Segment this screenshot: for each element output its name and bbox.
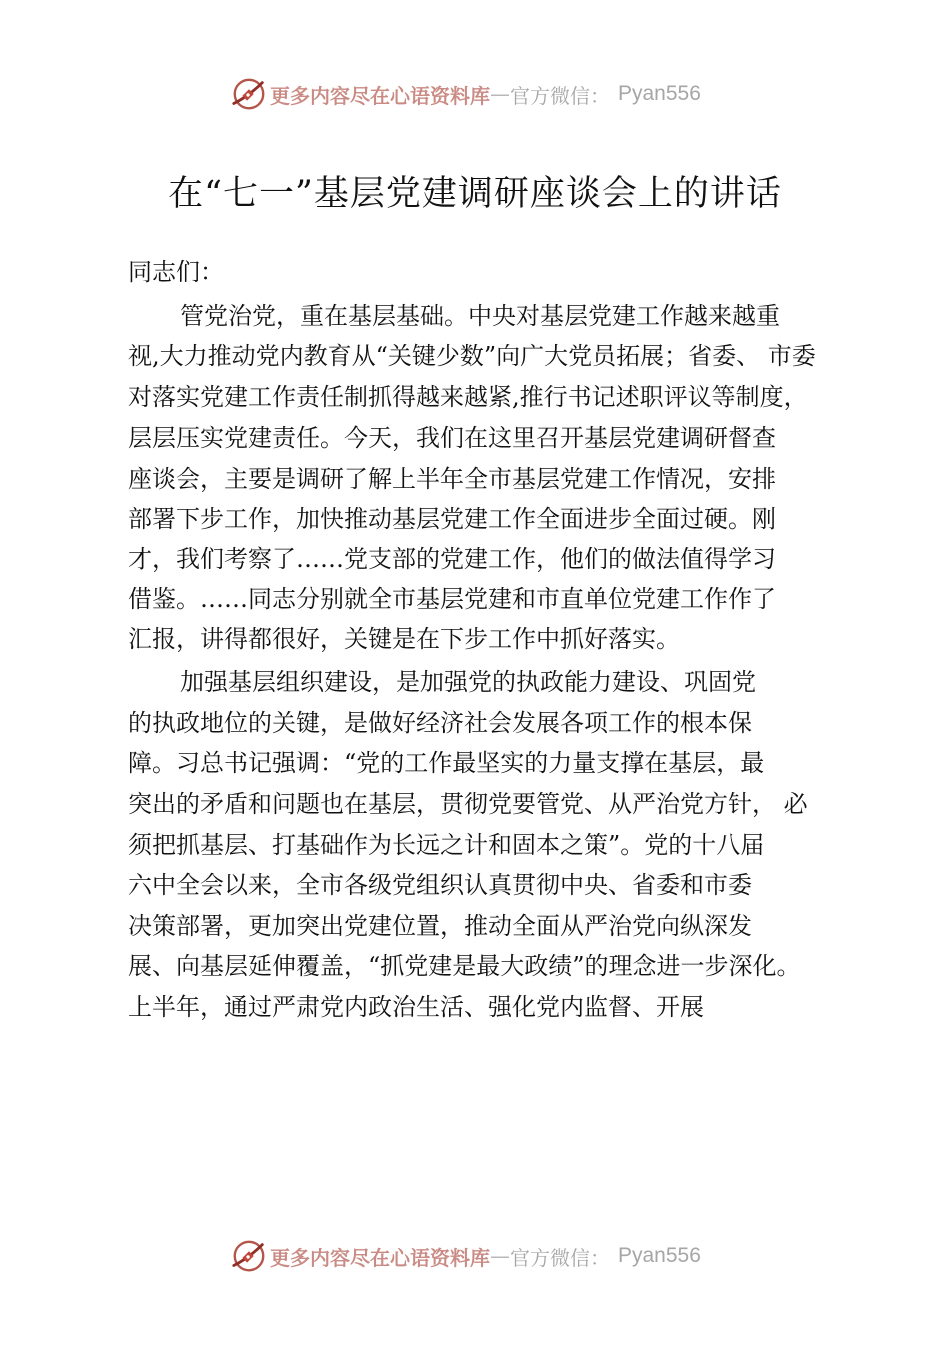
banner-dash: —: [490, 1244, 510, 1268]
pen-nib-logo-icon: [230, 1237, 268, 1275]
text-line: 须把抓基层、打基础作为长远之计和固本之策”。党的十八届: [128, 831, 765, 859]
text-line: 的执政地位的关键，是做好经济社会发展各项工作的根本保: [128, 709, 752, 737]
text-line: 层层压实党建责任。今天，我们在这里召开基层党建调研督查: [128, 424, 776, 452]
wechat-id: Pyan556: [618, 82, 701, 105]
text-line: 展、向基层延伸覆盖，“抓党建是最大政绩”的理念进一步深化。: [128, 952, 801, 980]
header-watermark-banner: [230, 74, 750, 114]
text-line: 管党治党，重在基层基础。中央对基层党建工作越来越重: [180, 302, 780, 330]
document-title: 在“七一”基层党建调研座谈会上的讲话: [168, 174, 782, 214]
text-line: 障。习总书记强调：“党的工作最坚实的力量支撑在基层，最: [128, 749, 765, 777]
text-line: 汇报，讲得都很好，关键是在下步工作中抓好落实。: [128, 625, 680, 653]
brand-text: 更多内容尽在心语资料库: [270, 83, 490, 108]
footer-watermark-banner: [230, 1236, 750, 1276]
banner-dash: —: [490, 82, 510, 106]
text-line: 上半年，通过严肃党内政治生活、强化党内监督、开展: [128, 993, 704, 1021]
text-line: 六中全会以来，全市各级党组织认真贯彻中央、省委和市委: [128, 871, 752, 899]
pen-nib-logo-icon: [230, 75, 268, 113]
text-line: 借鉴。……同志分别就全市基层党建和市直单位党建工作作了: [128, 585, 776, 613]
brand-text: 更多内容尽在心语资料库: [270, 1245, 490, 1270]
text-line: 座谈会，主要是调研了解上半年全市基层党建工作情况，安排: [128, 465, 776, 493]
text-line: 对落实党建工作责任制抓得越来越紧,推行书记述职评议等制度，: [128, 383, 808, 411]
text-line: 加强基层组织建设，是加强党的执政能力建设、巩固党: [180, 668, 756, 696]
wechat-label: 官方微信：: [510, 1245, 610, 1270]
text-line: 视,大力推动党内教育从“关键少数”向广大党员拓展；省委、 市委: [128, 342, 816, 370]
wechat-label: 官方微信：: [510, 83, 610, 108]
salutation: 同志们：: [128, 258, 224, 286]
text-line: 突出的矛盾和问题也在基层，贯彻党要管党、从严治党方针， 必: [128, 790, 808, 818]
text-line: 部署下步工作，加快推动基层党建工作全面进步全面过硬。刚: [128, 505, 776, 533]
wechat-id: Pyan556: [618, 1244, 701, 1267]
text-line: 决策部署，更加突出党建位置，推动全面从严治党向纵深发: [128, 912, 752, 940]
text-line: 才，我们考察了……党支部的党建工作，他们的做法值得学习: [128, 545, 776, 573]
